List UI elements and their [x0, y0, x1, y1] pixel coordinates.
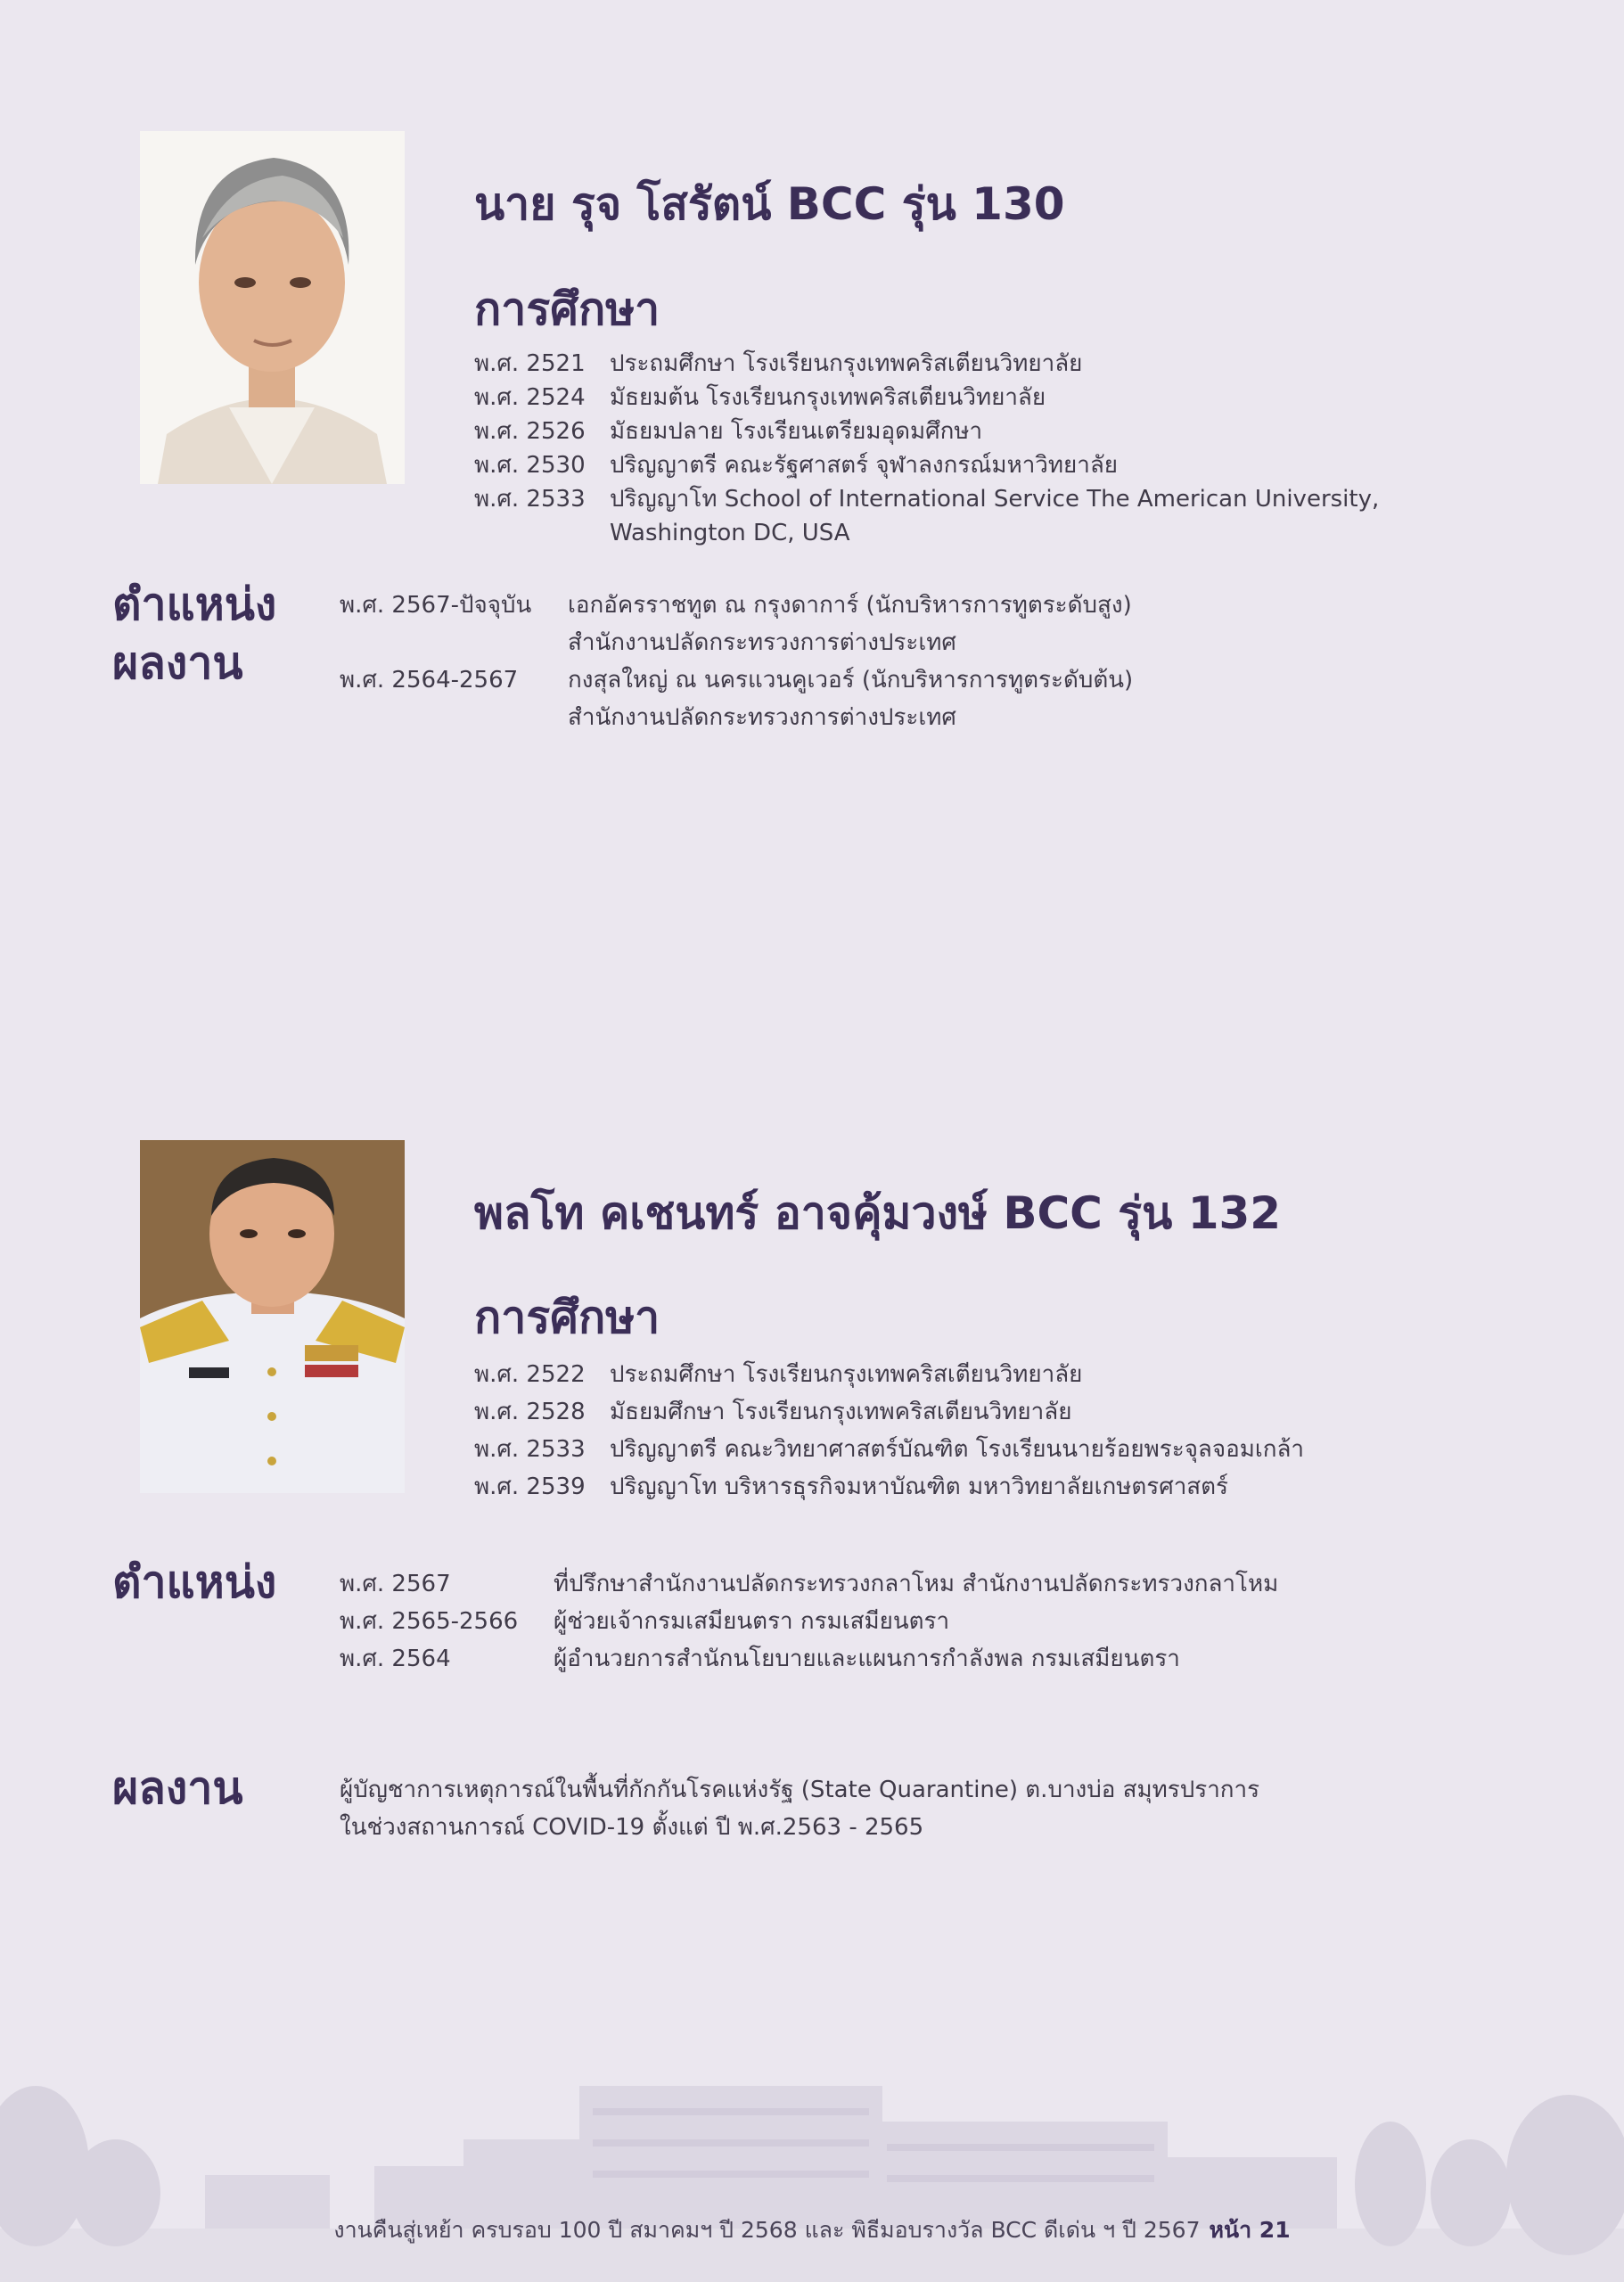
- profile-name-1: นาย รุจ โสรัตน์ BCC รุ่น 130: [474, 178, 1065, 230]
- position-heading-2: ตำแหน่ง: [112, 1556, 277, 1608]
- position-heading-1: ตำแหน่ง: [112, 579, 277, 630]
- education-desc: มัธยมศึกษา โรงเรียนกรุงเทพคริสเตียนวิทยาลัย: [610, 1399, 1072, 1425]
- position-year: พ.ศ. 2567: [340, 1571, 451, 1597]
- position-item: [340, 1565, 1278, 1603]
- education-year: พ.ศ. 2533: [474, 1436, 586, 1463]
- education-year: พ.ศ. 2533: [474, 486, 586, 513]
- education-desc: ปริญญาตรี คณะวิทยาศาสตร์บัณฑิต โรงเรียนนายร้อยพระจุลจอมเกล้า: [610, 1436, 1305, 1463]
- profile-photo-1: [140, 131, 405, 484]
- education-item: [474, 415, 1379, 448]
- position-list-2: [340, 1565, 1278, 1678]
- education-desc: ประถมศึกษา โรงเรียนกรุงเทพคริสเตียนวิทยาลัย: [610, 1361, 1083, 1388]
- education-title-2: การศึกษา: [474, 1292, 660, 1343]
- position-desc: ผู้ช่วยเจ้ากรมเสมียนตรา กรมเสมียนตรา: [554, 1608, 950, 1635]
- position-year: พ.ศ. 2565-2566: [340, 1608, 519, 1635]
- education-desc: ปริญญาตรี คณะรัฐศาสตร์ จุฬาลงกรณ์มหาวิทยาลัย: [610, 452, 1119, 479]
- position-item: [340, 661, 1133, 736]
- works-heading-2: ผลงาน: [112, 1762, 243, 1814]
- education-title-1: การศึกษา: [474, 283, 660, 335]
- education-item: [474, 1468, 1304, 1506]
- education-year: พ.ศ. 2526: [474, 418, 586, 445]
- education-desc: มัธยมปลาย โรงเรียนเตรียมอุดมศึกษา: [610, 418, 983, 445]
- education-year: พ.ศ. 2530: [474, 452, 586, 479]
- education-item: [474, 482, 1379, 550]
- position-desc: ผู้อำนวยการสำนักนโยบายและแผนการกำลังพล กรมเสมียนตรา: [554, 1646, 1180, 1672]
- profile-photo-2: [140, 1140, 405, 1493]
- position-year: พ.ศ. 2567-ปัจจุบัน: [340, 592, 532, 619]
- education-desc: ปริญญาโท บริหารธุรกิจมหาบัณฑิต มหาวิทยาลัยเกษตรศาสตร์: [610, 1473, 1229, 1500]
- education-item: [474, 347, 1379, 381]
- page-footer: [0, 2212, 1624, 2248]
- works-text-2: ผู้บัญชาการเหตุการณ์ในพื้นที่กักกันโรคแห่งรัฐ (State Quarantine) ต.บางบ่อ สมุทรปราการ ในช่วงสถานการณ์ COVID-19 ตั้งแต่ ปี พ.ศ.2563 - 2565: [340, 1777, 1260, 1841]
- education-desc: ประถมศึกษา โรงเรียนกรุงเทพคริสเตียนวิทยาลัย: [610, 350, 1083, 377]
- education-year: พ.ศ. 2524: [474, 384, 586, 411]
- position-desc: เอกอัครราชทูต ณ กรุงดาการ์ (นักบริหารการทูตระดับสูง) สำนักงานปลัดกระทรวงการต่างประเทศ: [568, 592, 1132, 656]
- position-item: [340, 1640, 1278, 1678]
- footer-text: งานคืนสู่เหย้า ครบรอบ 100 ปี สมาคมฯ ปี 2568 และ พิธีมอบรางวัล BCC ดีเด่น ฯ ปี 2567: [333, 2217, 1201, 2243]
- education-item: [474, 448, 1379, 482]
- position-desc: ที่ปรึกษาสำนักงานปลัดกระทรวงกลาโหม สำนักงานปลัดกระทรวงกลาโหม: [554, 1571, 1279, 1597]
- education-desc: มัธยมต้น โรงเรียนกรุงเทพคริสเตียนวิทยาลัย: [610, 384, 1046, 411]
- education-year: พ.ศ. 2522: [474, 1361, 586, 1388]
- position-item: [340, 587, 1133, 661]
- education-year: พ.ศ. 2539: [474, 1473, 586, 1500]
- education-item: [474, 1431, 1304, 1468]
- position-desc: กงสุลใหญ่ ณ นครแวนคูเวอร์ (นักบริหารการทูตระดับต้น) สำนักงานปลัดกระทรวงการต่างประเทศ: [568, 667, 1134, 731]
- works-heading-1: ผลงาน: [112, 637, 243, 689]
- education-item: [474, 381, 1379, 415]
- position-item: [340, 1603, 1278, 1640]
- education-year: พ.ศ. 2521: [474, 350, 586, 377]
- education-item: [474, 1356, 1304, 1393]
- education-list-2: [474, 1356, 1304, 1506]
- education-year: พ.ศ. 2528: [474, 1399, 586, 1425]
- profile-name-2: พลโท คเชนทร์ อาจคุ้มวงษ์ BCC รุ่น 132: [474, 1187, 1282, 1239]
- position-year: พ.ศ. 2564: [340, 1646, 451, 1672]
- page-number: หน้า 21: [1209, 2217, 1291, 2243]
- position-year: พ.ศ. 2564-2567: [340, 667, 519, 694]
- education-list-1: [474, 347, 1379, 550]
- position-list-1: [340, 587, 1133, 736]
- education-item: [474, 1393, 1304, 1431]
- education-desc: ปริญญาโท School of International Service The American University, Washington DC, USA: [610, 486, 1380, 546]
